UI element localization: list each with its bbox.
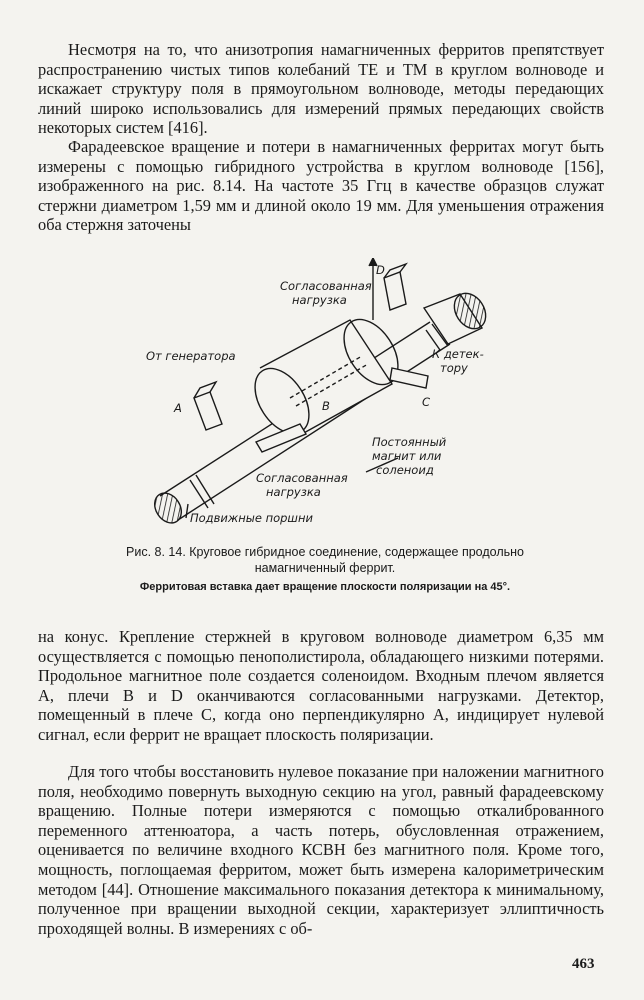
movable-piston-left (149, 488, 187, 528)
label-arm-c: C (422, 395, 431, 409)
label-arm-d: D (376, 263, 385, 277)
label-magnet-1: Постоянный (372, 435, 447, 449)
paragraph-1: Несмотря на то, что анизотропия намагниченных ферритов препятствует распространению чистых типов колебаний ТЕ и ТМ в круглом волноводе и искажает структуру поля в прямоугольном волноводе, методы передающих линий широко использовались для измерений прямых передающих свойств некоторых систем [416]. (38, 40, 604, 138)
label-magnet-3: соленоид (376, 463, 434, 477)
label-magnet-2: магнит или (372, 449, 442, 463)
label-movable-pistons: Подвижные поршни (190, 511, 313, 525)
label-to-detector-2: тору (440, 361, 468, 375)
label-from-generator: От генератора (146, 349, 236, 363)
paragraph-2: Фарадеевское вращение и потери в намагниченных ферритах могут быть измерены с помощью гибридного устройства в круглом волноводе [156], изображенного на рис. 8.14. На частоте 35 Ггц в качестве образцов служат стержни диаметром 1,59 мм и длиной около 19 мм. Для уменьшения отражения оба стержня заточены (38, 137, 604, 235)
figure-hybrid-junction (130, 258, 520, 538)
arm-d-waveguide (384, 272, 406, 310)
label-matched-load-bottom-2: нагрузка (266, 485, 321, 499)
label-arm-a: A (174, 401, 182, 415)
hybrid-junction-diagram (130, 258, 520, 538)
figure-caption: Рис. 8. 14. Круговое гибридное соединение, содержащее продольно намагниченный феррит. (126, 545, 524, 575)
label-matched-load-top-2: нагрузка (292, 293, 347, 307)
label-matched-load-bottom-1: Согласованная (256, 471, 348, 485)
paragraph-4: Для того чтобы восстановить нулевое показание при наложении магнитного поля, необходимо повернуть выходную секцию на угол, равный фарадеевскому вращению. Полные потери измеряются с помощью откалиброванного переменного аттенюатора, а часть потерь, обусловленная отражением, оценивается по величине входного КСВН без магнитного поля. Кроме того, мощность, поглощаемая ферритом, может быть измерена калориметрическим методом [44]. Отношение максимального показания детектора к минимальному, полученное при вращении выходной секции, характеризует эллиптичность проходящей волны. В измерениях с об- (38, 762, 604, 938)
page-number: 463 (572, 956, 595, 972)
label-arm-b: B (322, 399, 330, 413)
label-to-detector-1: К детек- (432, 347, 484, 361)
figure-note: Ферритовая вставка дает вращение плоскости поляризации на 45°. (139, 581, 511, 593)
label-matched-load-top-1: Согласованная (280, 279, 372, 293)
paragraph-3: на конус. Крепление стержней в круговом волноводе диаметром 6,35 мм осуществляется с помощью пенополистирола, обладающего низкими потерями. Продольное магнитное поле создается соленоидом. Входным плечом является A, плечи B и D оканчиваются согласованными нагрузками. Детектор, помещенный в плече C, когда оно перпендикулярно A, индицирует нулевой сигнал, если феррит не вращает плоскость поляризации. (38, 627, 604, 744)
arm-a-waveguide (194, 392, 222, 430)
